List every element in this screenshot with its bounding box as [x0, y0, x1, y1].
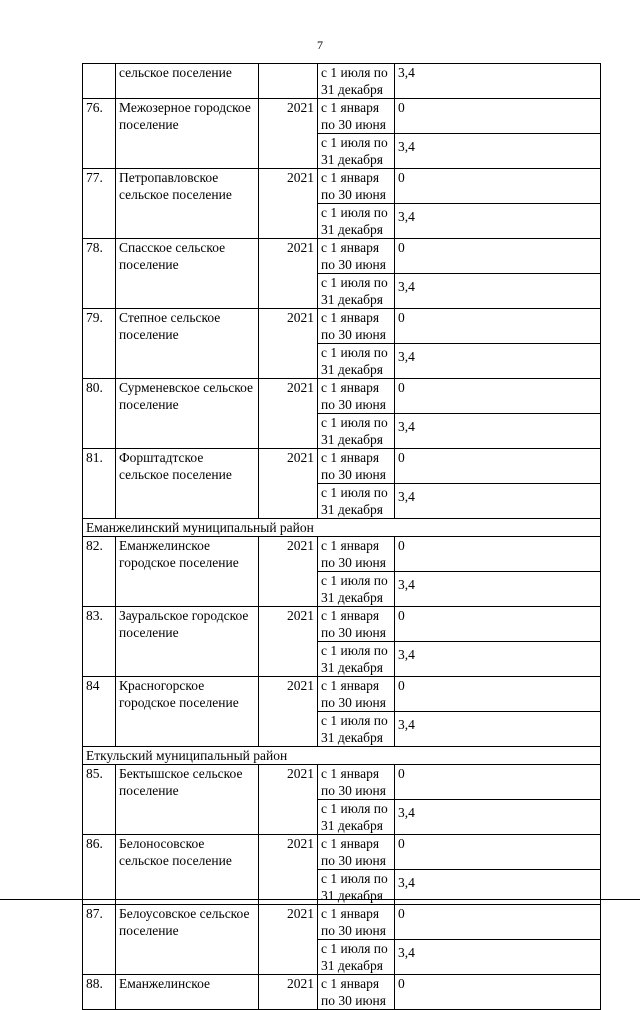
row-number-cell: 87.	[83, 905, 116, 975]
row-number-cell	[83, 64, 116, 99]
table-row	[83, 449, 601, 484]
year-cell: 2021	[259, 309, 318, 379]
row-number-cell: 86.	[83, 835, 116, 905]
table-row	[83, 309, 601, 344]
period-second-half-cell: с 1 июля по 31 декабря	[318, 940, 395, 975]
period-first-half-cell: с 1 января по 30 июня	[318, 677, 395, 712]
period-first-half-cell: с 1 января по 30 июня	[318, 537, 395, 572]
settlement-name-cell: Белоносовское сельское поселение	[116, 835, 259, 905]
year-cell: 2021	[259, 905, 318, 975]
period-second-half-cell: с 1 июля по 31 декабря	[318, 572, 395, 607]
settlement-name-cell: Сурменевское сельское поселение	[116, 379, 259, 449]
value-second-half-cell: 3,4	[395, 204, 601, 239]
year-cell: 2021	[259, 537, 318, 607]
value-first-half-cell: 0	[395, 379, 601, 414]
value-second-half-cell: 3,4	[395, 344, 601, 379]
period-second-half-cell: с 1 июля по 31 декабря	[318, 484, 395, 519]
district-header-row	[83, 519, 601, 537]
period-first-half-cell: с 1 января по 30 июня	[318, 765, 395, 800]
value-first-half-cell: 0	[395, 905, 601, 940]
value-second-half-cell: 3,4	[395, 712, 601, 747]
table-row	[83, 537, 601, 572]
period-first-half-cell: с 1 января по 30 июня	[318, 239, 395, 274]
year-cell: 2021	[259, 379, 318, 449]
value-second-half-cell: 3,4	[395, 134, 601, 169]
period-first-half-cell: с 1 января по 30 июня	[318, 99, 395, 134]
value-second-half-cell: 3,4	[395, 940, 601, 975]
table-row	[83, 99, 601, 134]
year-cell: 2021	[259, 169, 318, 239]
value-first-half-cell: 0	[395, 449, 601, 484]
period-second-half-cell: с 1 июля по 31 декабря	[318, 414, 395, 449]
table-row	[83, 169, 601, 204]
period-second-half-cell: с 1 июля по 31 декабря	[318, 274, 395, 309]
row-number-cell: 81.	[83, 449, 116, 519]
value-second-half-cell: 3,4	[395, 800, 601, 835]
value-first-half-cell: 0	[395, 239, 601, 274]
row-number-cell: 82.	[83, 537, 116, 607]
bottom-rule	[0, 899, 640, 900]
page-number: 7	[317, 38, 323, 52]
value-second-half-cell: 3,4	[395, 642, 601, 677]
row-number-cell: 78.	[83, 239, 116, 309]
year-cell: 2021	[259, 449, 318, 519]
period-second-half-cell: с 1 июля по 31 декабря	[318, 800, 395, 835]
settlement-name-cell: Еманжелинское городское поселение	[116, 537, 259, 607]
value-first-half-cell: 0	[395, 835, 601, 870]
period-first-half-cell: с 1 января по 30 июня	[318, 975, 395, 1010]
year-cell: 2021	[259, 835, 318, 905]
value-first-half-cell: 0	[395, 975, 601, 1010]
value-first-half-cell: 0	[395, 309, 601, 344]
settlement-name-cell: Бектышское сельское поселение	[116, 765, 259, 835]
value-first-half-cell: 0	[395, 99, 601, 134]
settlement-name-cell: Степное сельское поселение	[116, 309, 259, 379]
value-first-half-cell: 0	[395, 677, 601, 712]
settlement-name-cell: Красногорское городское поселение	[116, 677, 259, 747]
tariff-table	[82, 63, 601, 1010]
row-number-cell: 76.	[83, 99, 116, 169]
table-row	[83, 607, 601, 642]
period-first-half-cell: с 1 января по 30 июня	[318, 607, 395, 642]
district-header-row	[83, 747, 601, 765]
district-name: Еткульский муниципальный район	[83, 747, 601, 765]
year-cell: 2021	[259, 765, 318, 835]
period-first-half-cell: с 1 января по 30 июня	[318, 449, 395, 484]
period-first-half-cell: с 1 января по 30 июня	[318, 379, 395, 414]
value-first-half-cell: 0	[395, 537, 601, 572]
table-row	[83, 239, 601, 274]
table-row	[83, 835, 601, 870]
period-second-half-cell: с 1 июля по 31 декабря	[318, 344, 395, 379]
period-second-half-cell: с 1 июля по 31 декабря	[318, 134, 395, 169]
settlement-name-cell: сельское поселение	[116, 64, 259, 99]
table-body	[83, 64, 601, 1010]
table-row	[83, 765, 601, 800]
settlement-name-cell: Форштадтское сельское поселение	[116, 449, 259, 519]
row-number-cell: 84	[83, 677, 116, 747]
period-first-half-cell: с 1 января по 30 июня	[318, 835, 395, 870]
year-cell: 2021	[259, 607, 318, 677]
settlement-name-cell: Еманжелинское	[116, 975, 259, 1010]
settlement-name-cell: Белоусовское сельское поселение	[116, 905, 259, 975]
year-cell: 2021	[259, 975, 318, 1010]
district-name: Еманжелинский муниципальный район	[83, 519, 601, 537]
value-second-half-cell: 3,4	[395, 870, 601, 905]
year-cell: 2021	[259, 99, 318, 169]
period-first-half-cell: с 1 января по 30 июня	[318, 169, 395, 204]
settlement-name-cell: Петропавловское сельское поселение	[116, 169, 259, 239]
row-number-cell: 80.	[83, 379, 116, 449]
period-cell: с 1 июля по 31 декабря	[318, 64, 395, 99]
year-cell: 2021	[259, 677, 318, 747]
row-number-cell: 77.	[83, 169, 116, 239]
year-cell	[259, 64, 318, 99]
period-second-half-cell: с 1 июля по 31 декабря	[318, 870, 395, 905]
value-second-half-cell: 3,4	[395, 572, 601, 607]
table-row	[83, 677, 601, 712]
row-number-cell: 85.	[83, 765, 116, 835]
table-row	[83, 379, 601, 414]
value-first-half-cell: 0	[395, 765, 601, 800]
year-cell: 2021	[259, 239, 318, 309]
table-row	[83, 905, 601, 940]
table-row-continuation	[83, 64, 601, 99]
value-first-half-cell: 0	[395, 169, 601, 204]
settlement-name-cell: Спасское сельское поселение	[116, 239, 259, 309]
period-second-half-cell: с 1 июля по 31 декабря	[318, 204, 395, 239]
table-row	[83, 975, 601, 1010]
row-number-cell: 79.	[83, 309, 116, 379]
period-first-half-cell: с 1 января по 30 июня	[318, 905, 395, 940]
value-second-half-cell: 3,4	[395, 484, 601, 519]
period-first-half-cell: с 1 января по 30 июня	[318, 309, 395, 344]
value-first-half-cell: 0	[395, 607, 601, 642]
value-cell: 3,4	[395, 64, 601, 99]
settlement-name-cell: Зауральское городское поселение	[116, 607, 259, 677]
row-number-cell: 83.	[83, 607, 116, 677]
settlement-name-cell: Межозерное городское поселение	[116, 99, 259, 169]
value-second-half-cell: 3,4	[395, 274, 601, 309]
row-number-cell: 88.	[83, 975, 116, 1010]
period-second-half-cell: с 1 июля по 31 декабря	[318, 712, 395, 747]
period-second-half-cell: с 1 июля по 31 декабря	[318, 642, 395, 677]
value-second-half-cell: 3,4	[395, 414, 601, 449]
